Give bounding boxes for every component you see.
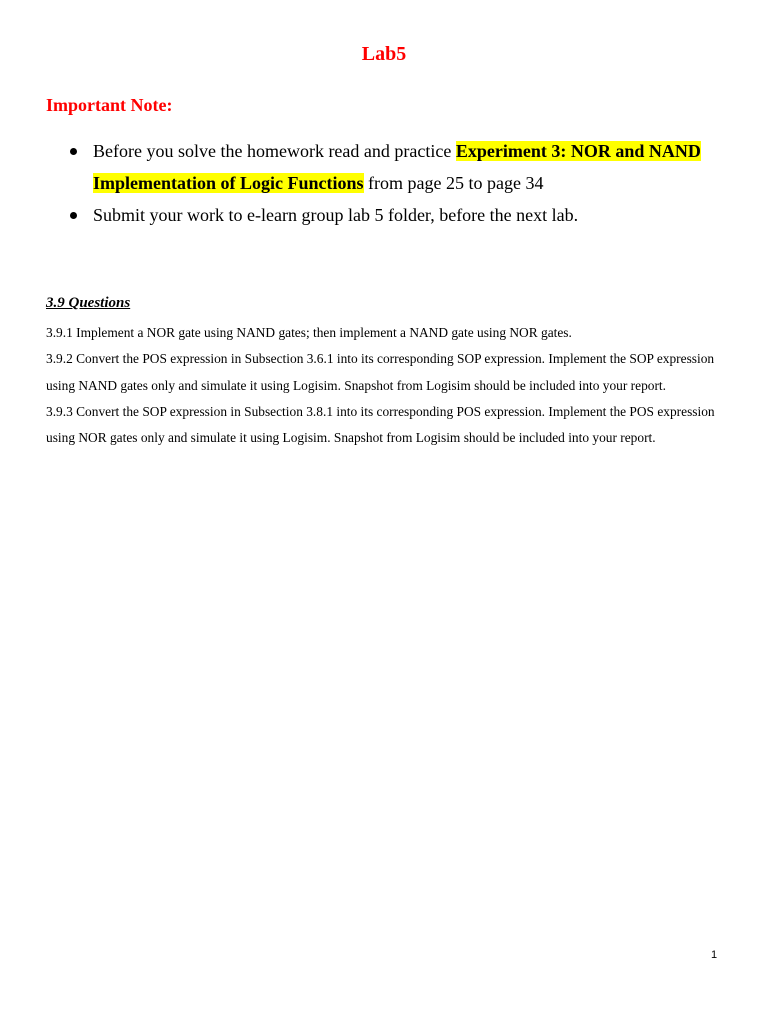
bullet-text-submit: Submit your work to e-learn group lab 5 folder, before the next lab. — [93, 205, 579, 225]
important-note-heading: Important Note: — [46, 95, 173, 115]
page-number: 1 — [711, 949, 718, 961]
bullet-icon — [70, 212, 77, 219]
question-3-9-1: 3.9.1 Implement a NOR gate using NAND gates; then implement a NAND gate using NOR gates. — [46, 325, 572, 340]
question-3-9-2: 3.9.2 Convert the POS expression in Subsection 3.6.1 into its corresponding SOP expression. Implement the SOP expression using NAND gates only and simulate it using Logisim. Snapshot from Logisim should be included into your report. — [46, 351, 715, 393]
questions-section — [46, 292, 726, 451]
bullet-text-before: Before you solve the homework read and practice — [93, 141, 456, 161]
bullet-text-after: from page 25 to page 34 — [363, 173, 544, 193]
bullet-icon — [70, 148, 77, 155]
note-bullet-list — [46, 135, 736, 231]
experiment-highlight: Experiment 3: NOR and NAND Implementation of Logic Functions — [93, 141, 701, 193]
bullet-item-practice — [46, 135, 736, 199]
questions-heading: 3.9 Questions — [46, 295, 131, 311]
question-3-9-3: 3.9.3 Convert the SOP expression in Subsection 3.8.1 into its corresponding POS expression. Implement the POS expression using NOR gates only and simulate it using Logisim. Snapshot from Logisim should be included into your report. — [46, 403, 715, 446]
bullet-item-submit — [46, 199, 736, 231]
page-title: Lab5 — [361, 43, 407, 65]
